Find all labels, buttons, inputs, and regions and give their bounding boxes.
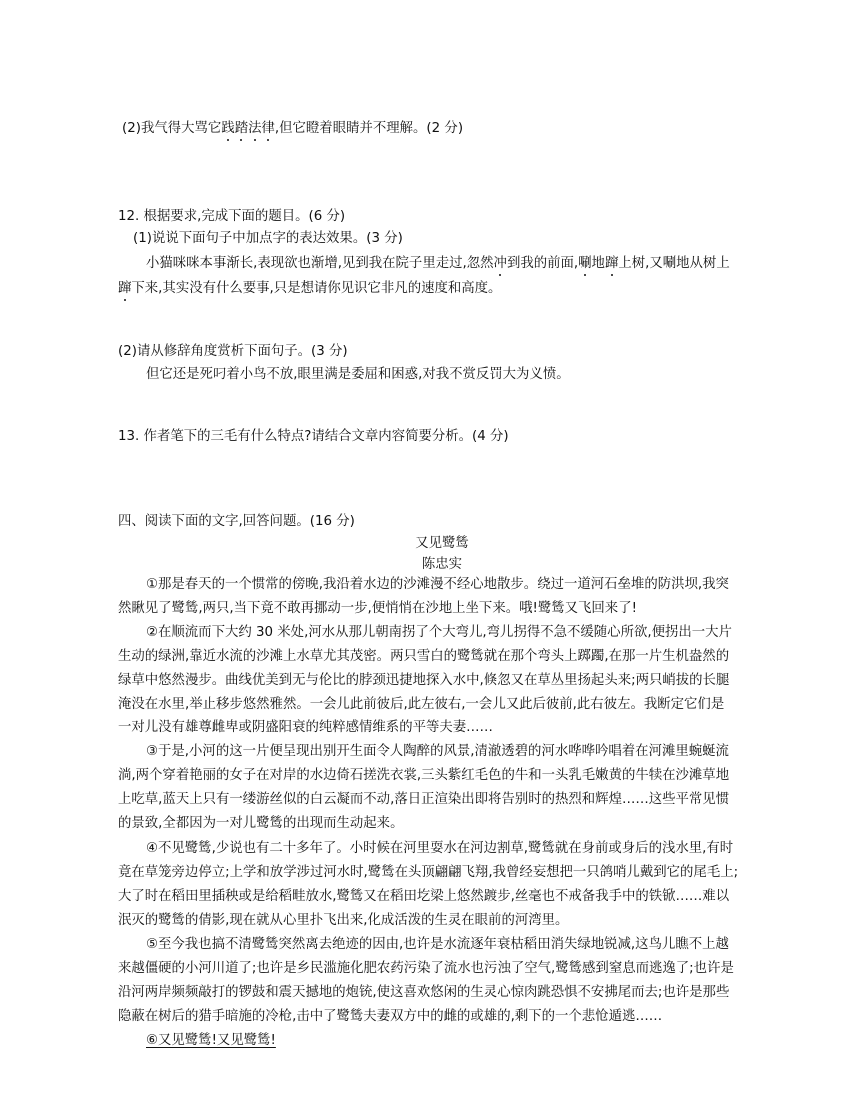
para5-line: 隐蔽在树后的猎手暗施的冷枪,击中了鹭鸶夫妻双方中的雌的或雄的,剩下的一个悲怆遁逃…… xyxy=(118,1009,663,1024)
para2-line: 生动的绿洲,靠近水流的沙滩上水草尤其茂密。两只雪白的鹭鸶就在那个弯头上踯躅,在那一片生机盎然的 xyxy=(118,649,730,664)
q12-sentence-line1: 小猫咪咪本事渐长,表现欲也渐增,见到我在院子里走过,忽然冲到我的前面,唰地蹿上树,又唰地从树上 xyxy=(146,256,730,271)
para5-line: ⑤至今我也搞不清鹭鸶突然离去绝迹的因由,也许是水流逐年衰枯稻田消失绿地锐减,这鸟儿瞧不上越 xyxy=(146,937,729,952)
para2-line: 一对儿没有雄尊雌卑或阴盛阳衰的纯粹感情维系的平等夫妻…… xyxy=(118,720,493,735)
para1-line: ①那是春天的一个惯常的傍晚,我沿着水边的沙滩漫不经心地散步。绕过一道河石垒堆的防洪坝,我突 xyxy=(146,577,729,592)
para3-line: 淌,两个穿着艳丽的女子在对岸的水边倚石搓洗衣裳,三头紫红毛色的牛和一头乳毛嫩黄的牛犊在沙滩草地 xyxy=(118,768,730,783)
para5-line: 来越僵硬的小河川道了;也许是乡民滥施化肥农药污染了流水也污浊了空气,鹭鸶感到窒息而逃逸了;也许是 xyxy=(118,961,734,976)
para2-line: 淹没在水里,举止移步悠然雅然。一会儿此前彼后,此左彼右,一会儿又此后彼前,此右彼左。我断定它们是 xyxy=(118,697,725,712)
section4-heading: 四、阅读下面的文字,回答问题。(16 分) xyxy=(118,514,355,529)
article-title: 又见鹭鸶 xyxy=(415,536,469,551)
dotted-char: 蹿 xyxy=(118,281,132,296)
dotted-char: 冲 xyxy=(493,256,507,271)
dotted-char: 唰 xyxy=(578,256,592,271)
para4-line: ④不见鹭鸶,少说也有二十多年了。小时候在河里耍水在河边割草,鹭鸶就在身前或身后的浅水里,有时 xyxy=(146,841,734,856)
dotted-char: 踏 xyxy=(234,121,249,136)
para1-line: 然瞅见了鹭鸶,两只,当下竟不敢再挪动一步,便悄悄在沙地上坐下来。哦!鹭鸶又飞回来了! xyxy=(118,601,637,616)
q12-sub2: (2)请从修辞角度赏析下面句子。(3 分) xyxy=(118,344,348,359)
para2-line: ②在顺流而下大约 30 米处,河水从那儿朝南拐了个大弯儿,弯儿拐得不急不缓随心所欲,便拐出一大片 xyxy=(146,625,732,640)
q12-sentence-line2: 蹿下来,其实没有什么要事,只是想请你见识它非凡的速度和高度。 xyxy=(118,281,502,296)
para3-line: ③于是,小河的这一片便呈现出别开生面令人陶醉的风景,清澈透碧的河水哗哗吟唱着在河滩里蜿蜒流 xyxy=(146,744,729,759)
para3-line: 上吃草,蓝天上只有一缕游丝似的白云凝而不动,落日正渲染出即将告别时的热烈和辉煌……这些平常见惯 xyxy=(118,792,730,807)
dotted-char: 践 xyxy=(221,121,235,136)
para4-line: 竟在草笼旁边停立;上学和放学涉过河水时,鹭鸶在头顶翩翩飞翔,我曾经妄想把一只鸽哨儿戴到它的尾毛上; xyxy=(118,865,739,880)
para5-line: 沿河两岸频频敲打的锣鼓和震天撼地的炮铳,使这喜欢悠闲的生灵心惊肉跳恐惧不安拂尾而去;也许是那些 xyxy=(118,985,730,1000)
q13-question: 13. 作者笔下的三毛有什么特点?请结合文章内容简要分析。(4 分) xyxy=(118,429,509,444)
q12-heading: 12. 根据要求,完成下面的题目。(6 分) xyxy=(118,209,346,224)
dotted-char: 蹿 xyxy=(604,256,619,271)
para2-line: 绿草中悠然漫步。曲线优美到无与伦比的脖颈迅捷地探入水中,倏忽又在草丛里扬起头来;两只峭拔的长腿 xyxy=(118,673,730,688)
para3-line: 的景致,全都因为一对儿鹭鸶的出现而生动起来。 xyxy=(118,816,404,831)
q11-2-question: (2)我气得大骂它践踏法律,但它瞪着眼睛并不理解。(2 分) xyxy=(122,121,464,136)
dotted-char: 法 xyxy=(248,121,262,136)
para4-line: 泯灭的鹭鸶的倩影,现在就从心里扑飞出来,化成活泼的生灵在眼前的河湾里。 xyxy=(118,913,569,928)
para6-line: ⑥又见鹭鸶!又见鹭鸶! xyxy=(146,1033,276,1048)
article-author: 陈忠实 xyxy=(421,557,463,572)
para4-line: 大了时在稻田里插秧或是给稻畦放水,鹭鸶又在稻田圪梁上悠然踱步,丝毫也不戒备我手中的铁锨……难以 xyxy=(118,889,730,904)
q12-sub1: (1)说说下面句子中加点字的表达效果。(3 分) xyxy=(133,231,403,246)
q12-sub2-sentence: 但它还是死叼着小鸟不放,眼里满是委屈和困惑,对我不赏反罚大为义愤。 xyxy=(146,367,570,382)
dotted-char: 律 xyxy=(261,121,275,136)
